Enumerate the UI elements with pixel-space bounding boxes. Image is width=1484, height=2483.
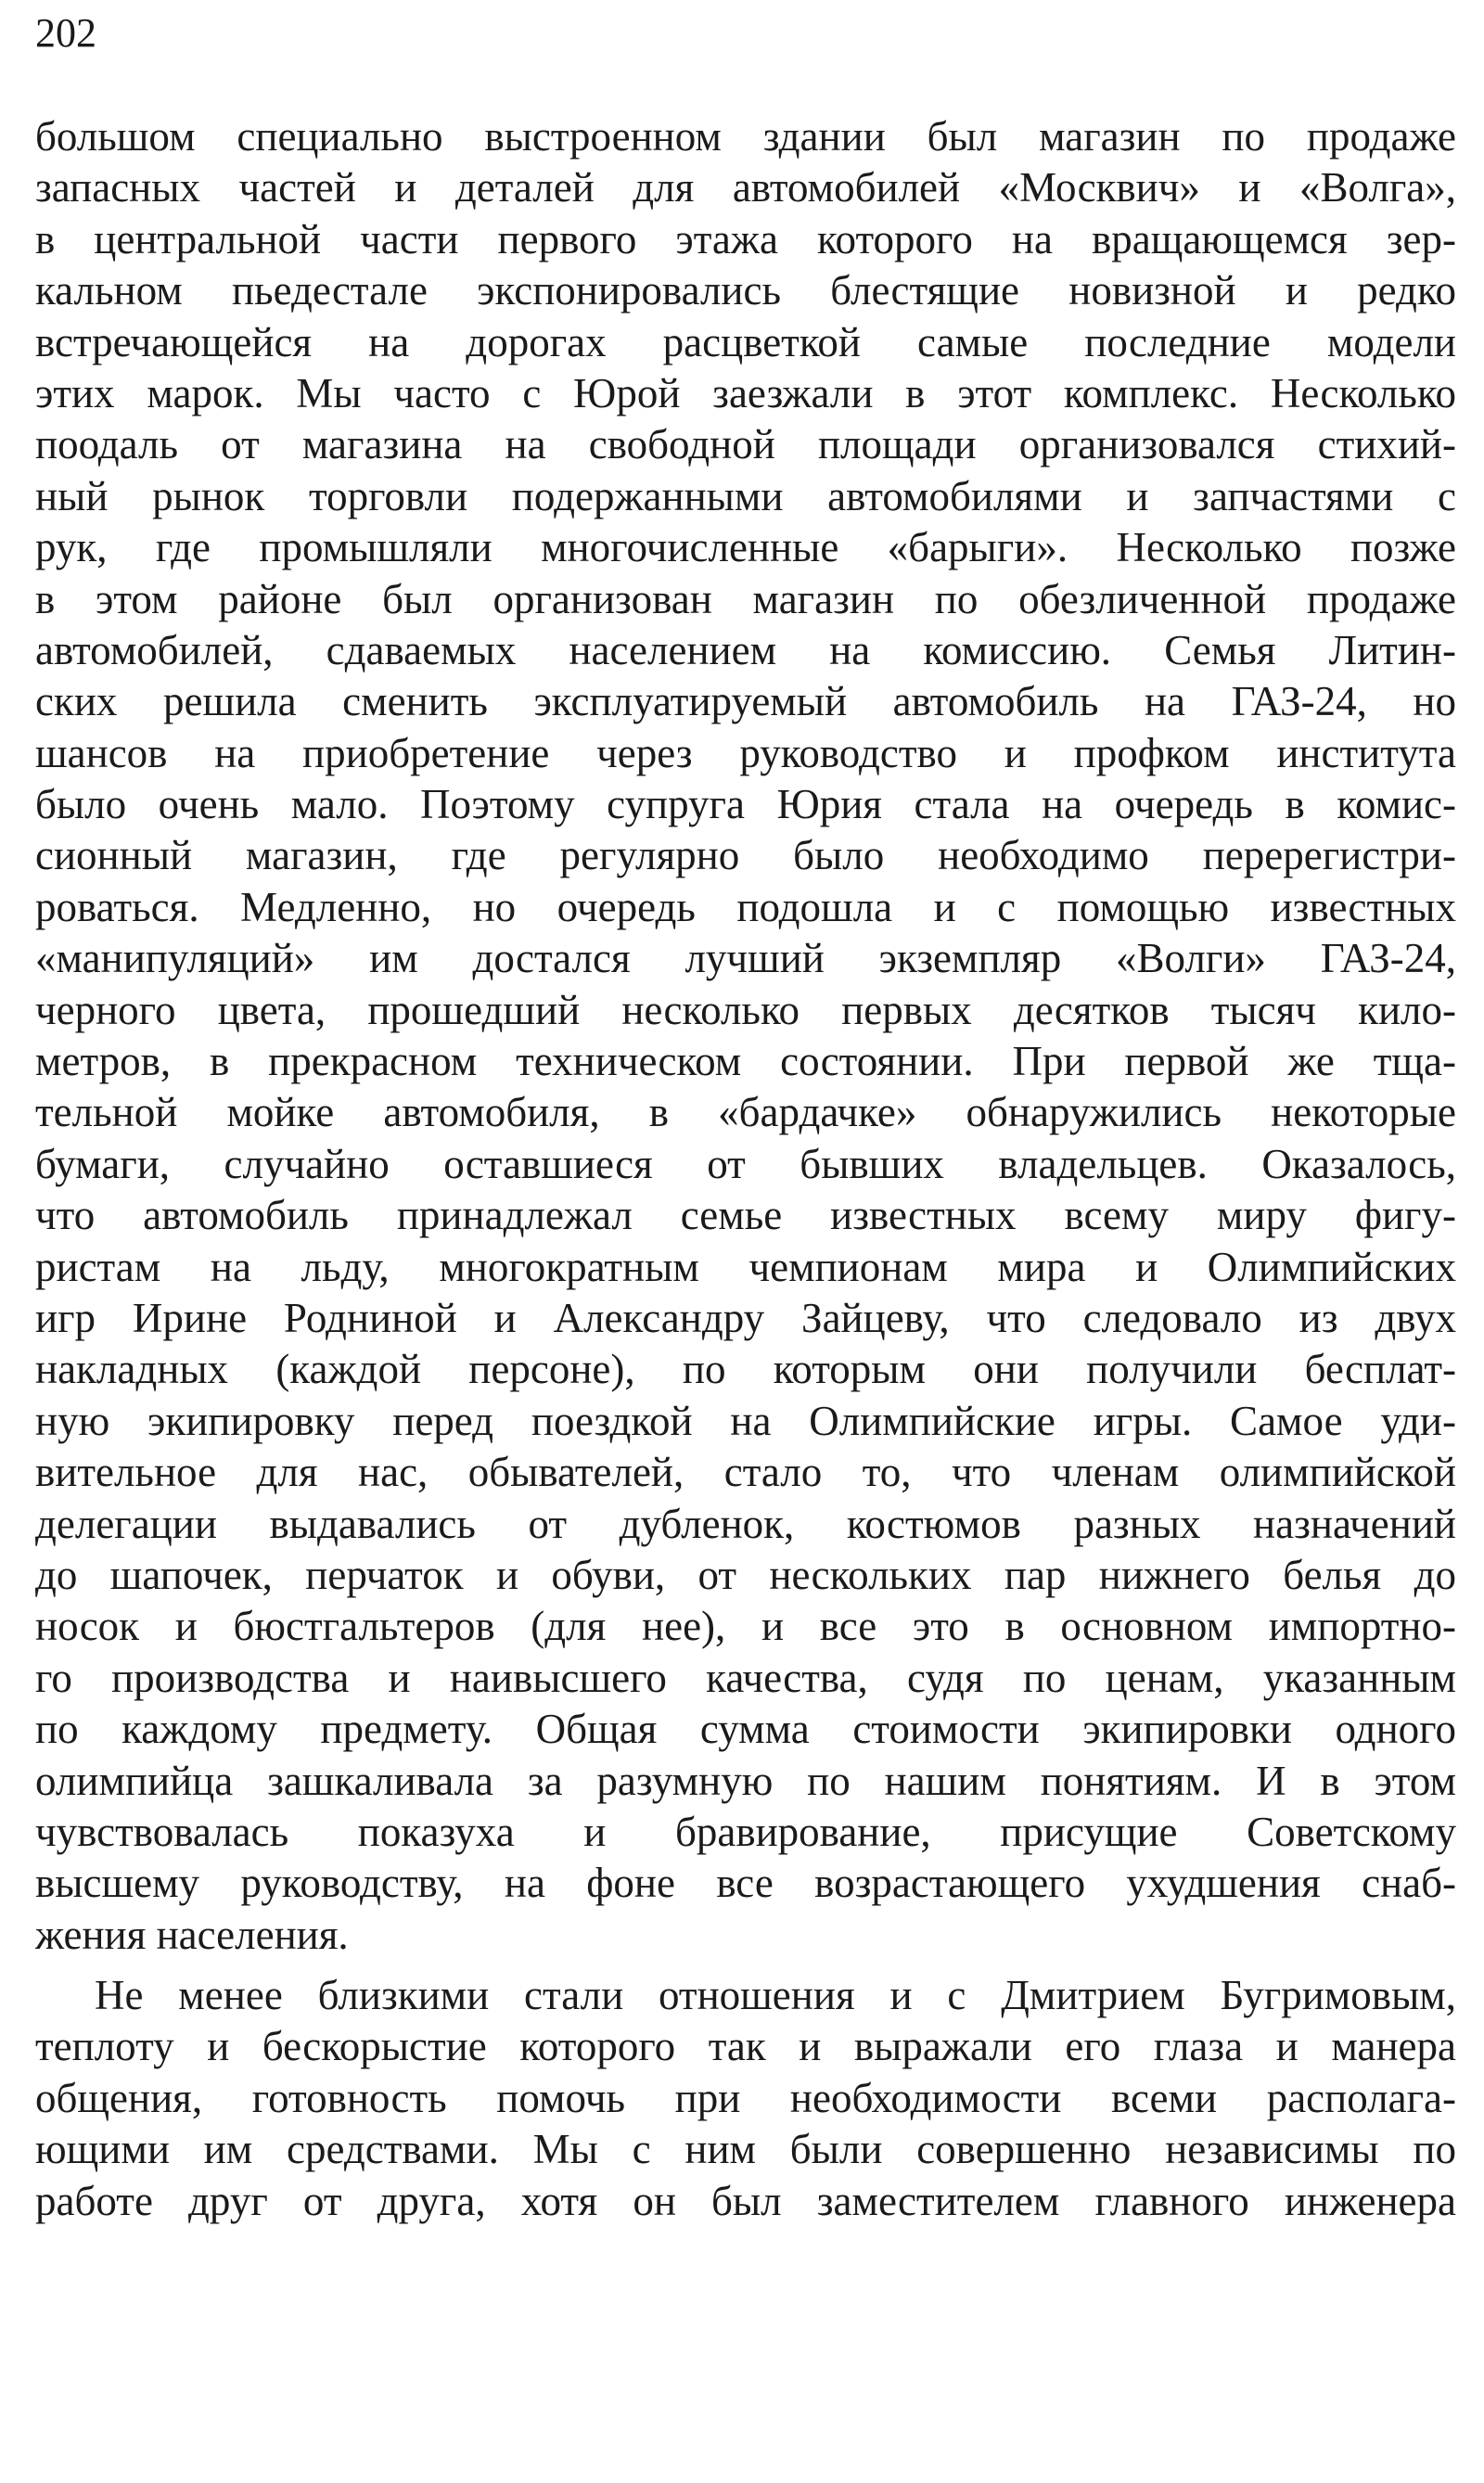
text-line: в этом районе был организован магазин по обезличенной продаже <box>35 575 1456 622</box>
text-line: работе друг от друга, хотя он был заместителем главного инженера <box>35 2177 1456 2224</box>
text-line: метров, в прекрасном техническом состоянии. При первой же тща- <box>35 1038 1456 1085</box>
text-line: общения, готовность помочь при необходимости всеми располага- <box>35 2074 1456 2121</box>
text-line: ристам на льду, многократным чемпионам мира и Олимпийских <box>35 1243 1456 1290</box>
text-line: бумаги, случайно оставшиеся от бывших владельцев. Оказалось, <box>35 1140 1456 1187</box>
text-line: что автомобиль принадлежал семье известных всему миру фигу- <box>35 1192 1456 1239</box>
text-line: ную экипировку перед поездкой на Олимпийские игры. Самое уди- <box>35 1397 1456 1444</box>
text-line: встречающейся на дорогах расцветкой самые последние модели <box>35 318 1456 365</box>
text-line: теплоту и бескорыстие которого так и выражали его глаза и манера <box>35 2023 1456 2070</box>
text-line: жения населения. <box>35 1911 349 1958</box>
text-line: делегации выдавались от дубленок, костюмов разных назначений <box>35 1500 1456 1547</box>
text-line: «манипуляций» им достался лучший экземпляр «Волги» ГАЗ-24, <box>35 935 1456 982</box>
text-line: было очень мало. Поэтому супруга Юрия стала на очередь в комис- <box>35 781 1456 828</box>
text-line: накладных (каждой персоне), по которым они получили бесплат- <box>35 1346 1456 1393</box>
text-line: ских решила сменить эксплуатируемый автомобиль на ГАЗ-24, но <box>35 678 1456 725</box>
text-line: поодаль от магазина на свободной площади организовался стихий- <box>35 421 1456 468</box>
text-line: автомобилей, сдаваемых населением на комиссию. Семья Литин- <box>35 626 1456 673</box>
text-line: ющими им средствами. Мы с ним были совершенно независимы по <box>35 2126 1456 2173</box>
text-line: этих марок. Мы часто с Юрой заезжали в этот комплекс. Несколько <box>35 369 1456 416</box>
text-line: запасных частей и деталей для автомобилей «Москвич» и «Волга», <box>35 164 1456 211</box>
text-line: чувствовалась показуха и бравирование, присущие Советскому <box>35 1808 1456 1855</box>
text-line: игр Ирине Родниной и Александру Зайцеву, что следовало из двух <box>35 1294 1456 1341</box>
text-line: кальном пьедестале экспонировались блестящие новизной и редко <box>35 267 1456 314</box>
text-line: го производства и наивысшего качества, судя по ценам, указанным <box>35 1654 1456 1701</box>
text-line: роваться. Медленно, но очередь подошла и с помощью известных <box>35 883 1456 930</box>
text-line: ный рынок торговли подержанными автомобилями и запчастями с <box>35 472 1456 519</box>
text-line: вительное для нас, обывателей, стало то, что членам олимпийской <box>35 1449 1456 1496</box>
text-line: по каждому предмету. Общая сумма стоимости экипировки одного <box>35 1706 1456 1753</box>
body-text <box>35 111 1456 2227</box>
text-line: сионный магазин, где регулярно было необходимо перерегистри- <box>35 832 1456 879</box>
text-line: тельной мойке автомобиля, в «бардачке» обнаружились некоторые <box>35 1089 1456 1136</box>
text-line: шансов на приобретение через руководство и профком института <box>35 729 1456 776</box>
text-line: Не менее близкими стали отношения и с Дмитрием Бугримовым, <box>95 1972 1456 2019</box>
paragraph-1 <box>35 111 1456 1961</box>
text-line: большом специально выстроенном здании был магазин по продаже <box>35 113 1456 160</box>
text-line: в центральной части первого этажа которого на вращающемся зер- <box>35 215 1456 262</box>
text-line: до шапочек, перчаток и обуви, от нескольких пар нижнего белья до <box>35 1551 1456 1598</box>
text-line: рук, где промышляли многочисленные «барыги». Несколько позже <box>35 524 1456 571</box>
text-line: олимпийца зашкаливала за разумную по нашим понятиям. И в этом <box>35 1757 1456 1804</box>
text-line: черного цвета, прошедший несколько первых десятков тысяч кило- <box>35 986 1456 1033</box>
text-line: носок и бюстгальтеров (для нее), и все это в основном импортно- <box>35 1603 1456 1650</box>
paragraph-2 <box>35 1970 1456 2227</box>
text-line: высшему руководству, на фоне все возрастающего ухудшения снаб- <box>35 1860 1456 1907</box>
page-number: 202 <box>35 10 96 56</box>
